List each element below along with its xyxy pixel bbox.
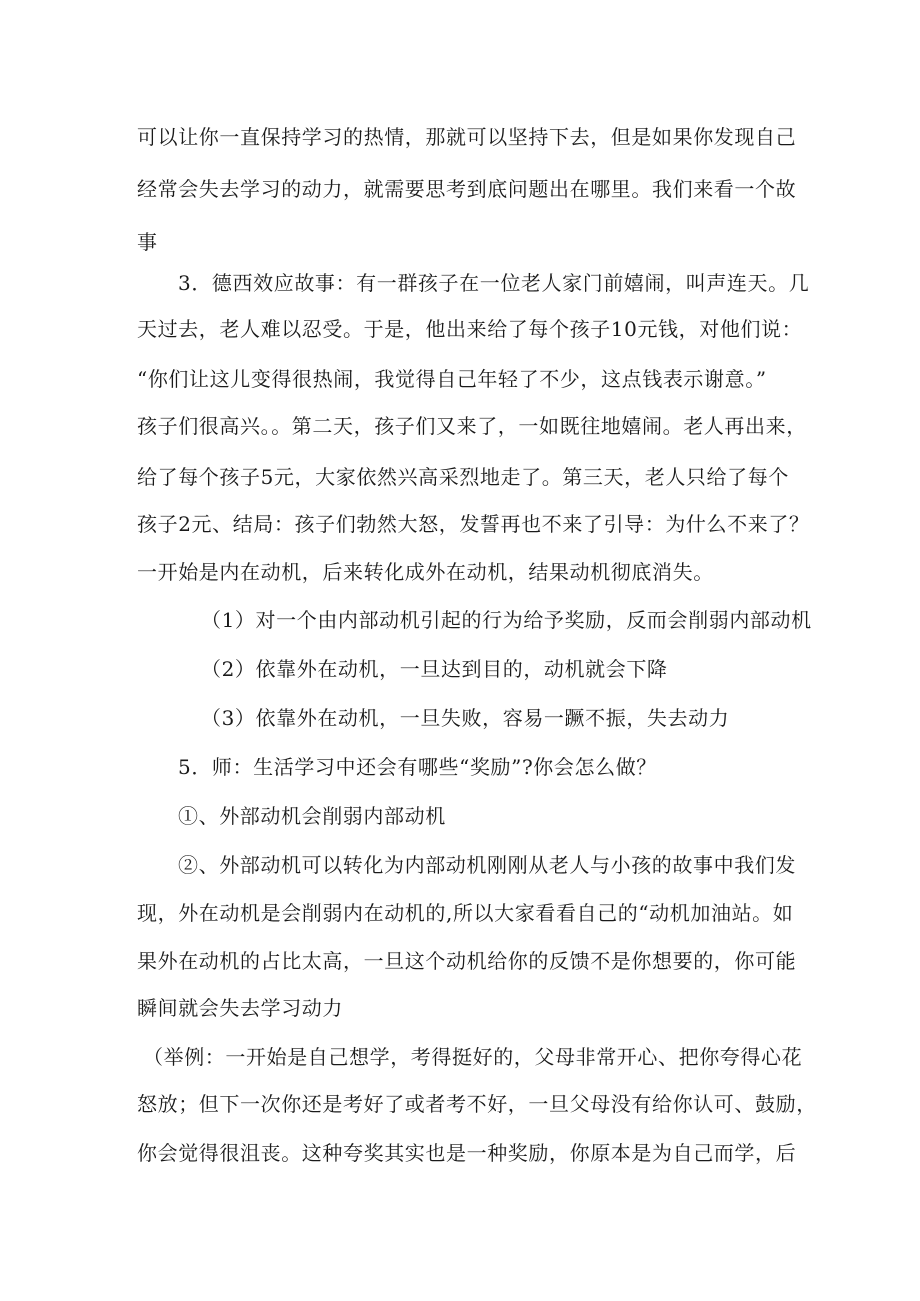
text-line: 3．德西效应故事：有一群孩子在一位老人家门前嬉闹，叫声连天。几 (178, 271, 810, 295)
text-line: 现，外在动机是会削弱内在动机的,所以大家看看自己的“动机加油站。如 (137, 901, 794, 925)
text-line: 怒放；但下一次你还是考好了或者考不好，一旦父母没有给你认可、鼓励， (137, 1092, 817, 1116)
text-line: 一开始是内在动机，后来转化成外在动机，结果动机彻底消失。 (137, 560, 714, 584)
text-line: “你们让这儿变得很热闹，我觉得自己年轻了不少，这点钱表示谢意。” (137, 367, 767, 391)
text-line: 你会觉得很沮丧。这种夸奖其实也是一种奖励，你原本是为自己而学，后 (137, 1141, 797, 1165)
text-line: 5．师：生活学习中还会有哪些“奖励”?你会怎么做？ (178, 755, 657, 779)
text-line: 给了每个孩子5元，大家依然兴高采烈地走了。第三天，老人只给了每个 (137, 465, 789, 489)
list-item: （1）对一个由内部动机引起的行为给予奖励，反而会削弱内部动机 (201, 608, 812, 632)
text-line: ②、外部动机可以转化为内部动机刚刚从老人与小孩的故事中我们发 (178, 853, 796, 877)
text-line: 经常会失去学习的动力，就需要思考到底问题出在哪里。我们来看一个故 (137, 177, 797, 201)
text-line: 果外在动机的占比太高，一旦这个动机给你的反馈不是你想要的，你可能 (137, 949, 797, 973)
list-item: （2）依靠外在动机，一旦达到目的，动机就会下降 (201, 657, 668, 681)
text-line: 天过去，老人难以忍受。于是，他出来给了每个孩子10元钱，对他们说： (137, 317, 803, 341)
text-line: 孩子们很高兴。。第二天，孩子们又来了，一如既往地嬉闹。老人再出来， (137, 414, 807, 438)
text-line: 瞬间就会失去学习动力 (137, 996, 343, 1020)
list-item: （3）依靠外在动机，一旦失败，容易一蹶不振，失去动力 (201, 706, 730, 730)
text-line: （举例：一开始是自己想学，考得挺好的，父母非常开心、把你夸得心花 (143, 1045, 803, 1069)
text-line: 事 (137, 230, 158, 254)
text-line: 孩子2元、结局：孩子们勃然大怒，发誓再也不来了引导：为什么不来了？ (137, 512, 810, 536)
text-line: ①、外部动机会削弱内部动机 (178, 804, 446, 828)
text-line: 可以让你一直保持学习的热情，那就可以坚持下去，但是如果你发现自己 (137, 125, 797, 149)
